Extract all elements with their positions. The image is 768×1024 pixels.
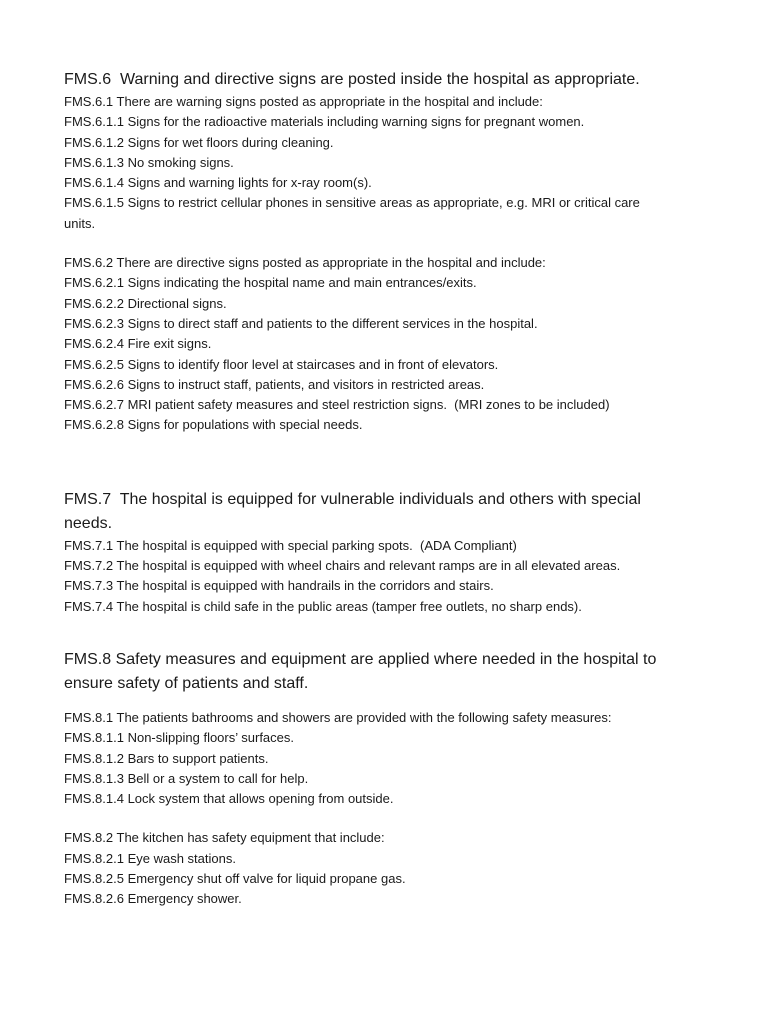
list-item: FMS.6.2.7 MRI patient safety measures and steel restriction signs. (MRI zones to be included) <box>64 397 610 413</box>
list-item: FMS.6.1.3 No smoking signs. <box>64 154 234 170</box>
list-item: FMS.6.2.1 Signs indicating the hospital name and main entrances/exits. <box>64 275 477 291</box>
list-item: FMS.8.1.3 Bell or a system to call for help. <box>64 770 309 786</box>
document-page <box>64 68 664 910</box>
list-item: FMS.6.2 There are directive signs posted as appropriate in the hospital and include: <box>64 255 546 271</box>
list-item: FMS.8.1.2 Bars to support patients. <box>64 750 269 766</box>
list-item: FMS.6.2.8 Signs for populations with special needs. <box>64 417 363 433</box>
list-item: FMS.7.1 The hospital is equipped with special parking spots. (ADA Compliant) <box>64 537 517 553</box>
list-item: FMS.6.1 There are warning signs posted as appropriate in the hospital and include: <box>64 94 543 109</box>
list-item: FMS.6.2.5 Signs to identify floor level at staircases and in front of elevators. <box>64 356 499 372</box>
list-item: FMS.6.2.6 Signs to instruct staff, patients, and visitors in restricted areas. <box>64 376 485 392</box>
list-item: FMS.7.3 The hospital is equipped with handrails in the corridors and stairs. <box>64 578 494 594</box>
paragraph-group <box>64 828 664 909</box>
list-item: FMS.8.1.4 Lock system that allows opening from outside. <box>64 791 394 807</box>
section-heading: FMS.7 The hospital is equipped for vulnerable individuals and others with special needs. <box>64 490 646 532</box>
list-item: FMS.6.2.4 Fire exit signs. <box>64 336 212 352</box>
paragraph-group <box>64 92 664 234</box>
paragraph-group <box>64 253 664 436</box>
paragraph-group <box>64 536 664 617</box>
section-fms-7 <box>64 488 664 617</box>
spacer <box>64 617 664 648</box>
spacer <box>64 696 664 708</box>
paragraph-group <box>64 708 664 809</box>
list-item: FMS.8.2 The kitchen has safety equipment that include: <box>64 830 385 846</box>
spacer <box>64 809 664 828</box>
list-item: FMS.8.1 The patients bathrooms and showers are provided with the following safety measures: <box>64 709 612 725</box>
list-item: FMS.8.1.1 Non-slipping floors’ surfaces. <box>64 730 295 746</box>
list-item: FMS.6.1.5 Signs to restrict cellular phones in sensitive areas as appropriate, e.g. MRI or critical care units. <box>64 195 644 231</box>
list-item: FMS.6.2.2 Directional signs. <box>64 295 227 311</box>
section-fms-8 <box>64 648 664 910</box>
list-item: FMS.8.2.1 Eye wash stations. <box>64 850 236 866</box>
list-item: FMS.6.1.1 Signs for the radioactive materials including warning signs for pregnant women. <box>64 114 585 130</box>
list-item: FMS.8.2.6 Emergency shower. <box>64 891 242 907</box>
spacer <box>64 436 664 488</box>
list-item: FMS.7.4 The hospital is child safe in the public areas (tamper free outlets, no sharp ends). <box>64 598 582 614</box>
spacer <box>64 234 664 253</box>
list-item: FMS.6.1.4 Signs and warning lights for x-ray room(s). <box>64 175 372 191</box>
section-heading: FMS.8 Safety measures and equipment are applied where needed in the hospital to ensure safety of patients and staff. <box>64 650 661 692</box>
list-item: FMS.6.1.2 Signs for wet floors during cleaning. <box>64 134 334 150</box>
list-item: FMS.6.2.3 Signs to direct staff and patients to the different services in the hospital. <box>64 315 538 331</box>
list-item: FMS.7.2 The hospital is equipped with wheel chairs and relevant ramps are in all elevated areas. <box>64 558 621 574</box>
section-fms-6 <box>64 68 664 436</box>
list-item: FMS.8.2.5 Emergency shut off valve for liquid propane gas. <box>64 871 406 887</box>
section-heading: FMS.6 Warning and directive signs are posted inside the hospital as appropriate. <box>64 71 640 88</box>
